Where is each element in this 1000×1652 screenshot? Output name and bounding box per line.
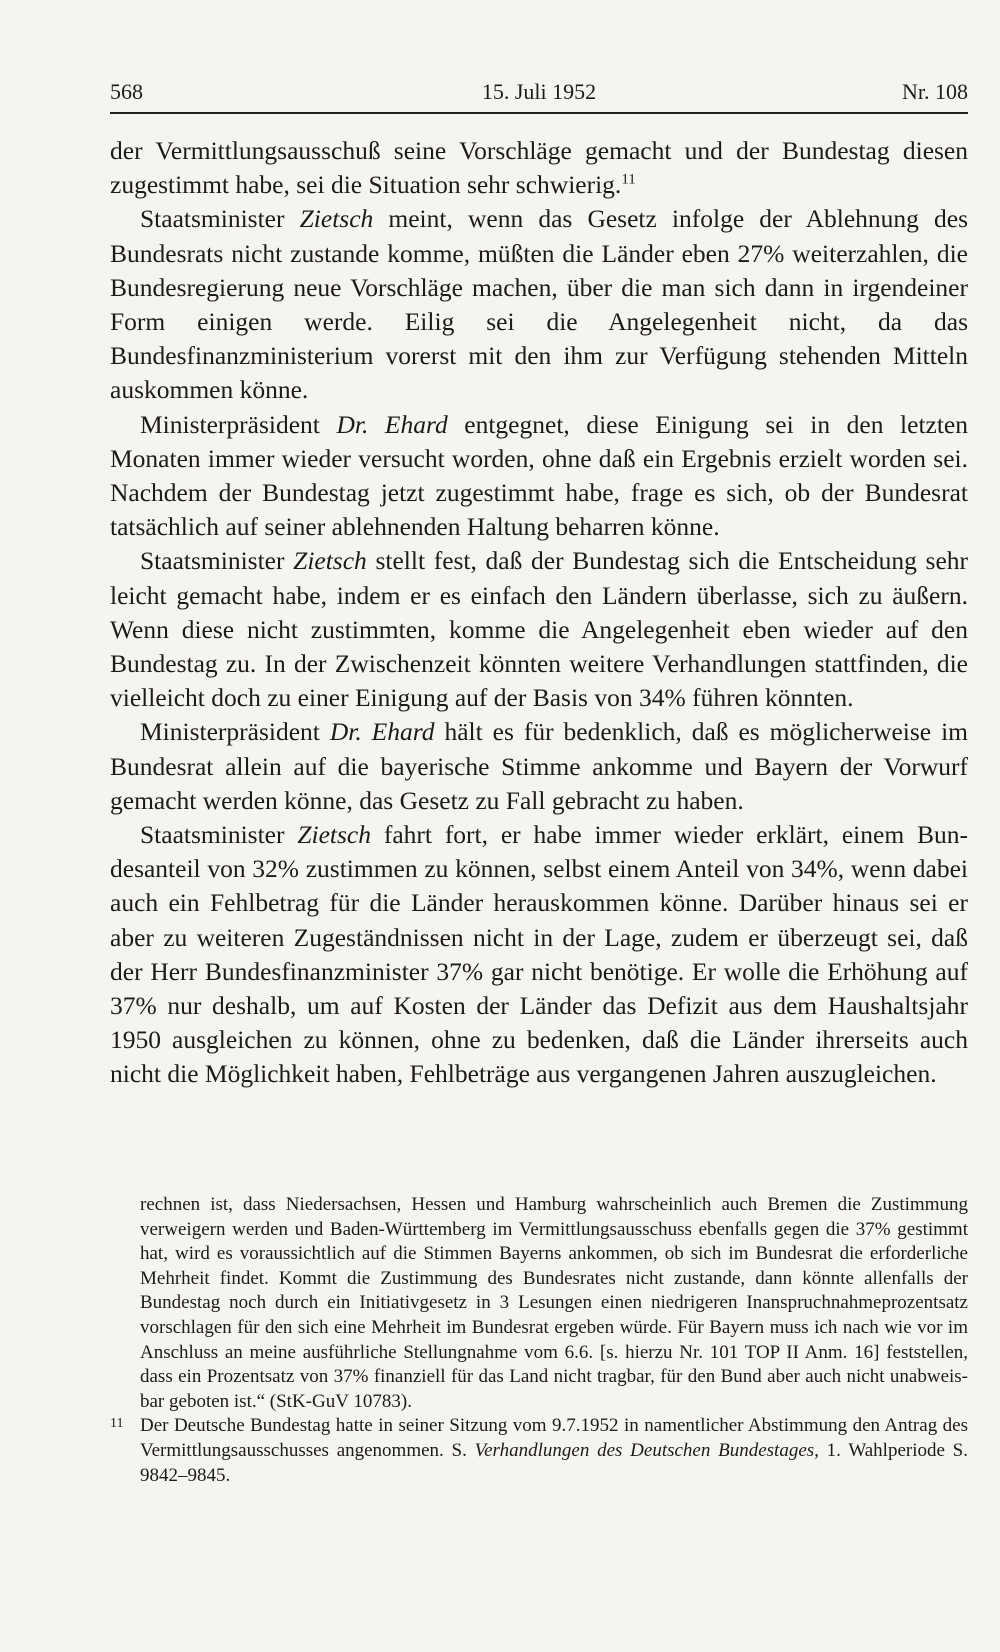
footnote-number: 11	[110, 1416, 124, 1432]
paragraph: Ministerpräsident Dr. Ehard entgegnet, diese Einigung sei in den letzten Monaten immer wieder versucht worden, ohne daß ein Ergebnis erzielt worden sei. Nachdem der Bundestag jetzt zugestimmt habe, frage es sich, ob der Bundesrat tatsächlich auf seiner ablehnenden Haltung beharren könne.	[110, 409, 968, 542]
running-header	[110, 76, 968, 108]
footnote-11: 11 Der Deutsche Bundestag hatte in seiner Sitzung vom 9.7.1952 in namentlicher Abstimmung den Antrag des Vermittlungsausschusses angenommen. S. Verhandlungen des Deutschen Bundestages, 1. Wahlperiode S. 9842–9845.	[110, 1414, 968, 1488]
page-number: 568	[110, 79, 143, 104]
footnote-reference: 11	[621, 171, 636, 188]
footnotes	[110, 1193, 968, 1488]
publication-title: Verhandlungen des Deutschen Bundestages,	[474, 1439, 819, 1461]
paragraph: Staatsminister Zietsch fahrt fort, er habe immer wieder erklärt, einem Bundesanteil von 32% zustimmen zu können, selbst einem Anteil von 34%, wenn dabei auch ein Fehlbetrag für die Länder herauskommen könne. Darüber hinaus sei er aber zu weiteren Zugeständnissen nicht in der Lage, zudem er überzeugt sei, daß der Herr Bundesfinanzminister 37% gar nicht benötige. Er wolle die Erhöhung auf 37% nur deshalb, um auf Kosten der Länder das Defizit aus dem Haushaltsjahr 1950 ausgleichen zu können, ohne zu bedenken, daß die Länder ihrerseits auch nicht die Möglichkeit haben, Fehlbeträge aus vergangenen Jahren auszugleichen.	[110, 820, 968, 1089]
main-text	[110, 134, 968, 1092]
speaker-name: Dr. Ehard	[329, 717, 435, 747]
speaker-name: Zietsch	[293, 546, 367, 576]
header-issue-number: Nr. 108	[902, 79, 968, 104]
paragraph: Staatsminister Zietsch meint, wenn das Gesetz infolge der Ablehnung des Bundesrats nicht zustande komme, müßten die Länder eben 27% weiterzahlen, die Bundesregierung neue Vorschläge machen, über die man sich dann in irgendeiner Form einigen werde. Eilig sei die Angelegenheit nicht, da das Bundesfinanzministerium vorerst mit den ihm zur Verfügung stehenden Mitteln auskommen könne.	[110, 204, 968, 405]
speaker-name: Zietsch	[299, 204, 374, 234]
footnote-continued: rechnen ist, dass Niedersachsen, Hessen und Hamburg wahrscheinlich auch Bremen die Zustimmung verweigern werden und Baden-Württemberg im Vermittlungsausschuss ebenfalls gegen die 37% gestimmt hat, wird es voraussichtlich auf die Stimmen Bayerns ankommen, ob sich im Bundesrat die erforderliche Mehrheit findet. Kommt die Zustimmung des Bundesrates nicht zustande, dann könnte allenfalls der Bundestag noch durch ein Initiativgesetz in 3 Lesungen einen niedrigeren Inanspruchnahmeprozentsatz vorschlagen für den sich eine Mehrheit im Bundesrat ergeben würde. Für Bayern muss ich nach wie vor im Anschluss an meine ausführliche Stellungnahme vom 6.6. [s. hierzu Nr. 101 TOP II Anm. 16] feststellen, dass ein Prozentsatz von 37% finanziell für das Land nicht tragbar, für den Bund aber auch nicht unabweisbar geboten ist.“ (StK-GuV 10783).	[140, 1194, 968, 1412]
speaker-name: Dr. Ehard	[336, 409, 448, 439]
paragraph-continued: der Vermittlungsausschuß seine Vorschläge gemacht und der Bundestag diesen zugestimmt habe, sei die Situation sehr schwierig.$^{11}$	[110, 136, 968, 200]
speaker-name: Zietsch	[297, 820, 371, 850]
header-date: 15. Juli 1952	[481, 79, 597, 104]
header-rule	[110, 112, 968, 114]
paragraph: Staatsminister Zietsch stellt fest, daß der Bundestag sich die Entscheidung sehr leicht gemacht habe, indem er es einfach den Ländern überlasse, sich zu äußern. Wenn diese nicht zustimmten, komme die Angelegenheit eben wieder auf den Bundestag zu. In der Zwischenzeit könnten weitere Verhandlungen stattfinden, die vielleicht doch zu einer Einigung auf der Basis von 34% führen könnten.	[110, 546, 968, 713]
document-page	[110, 0, 968, 1652]
paragraph: Ministerpräsident Dr. Ehard hält es für bedenklich, daß es möglicherweise im Bundesrat allein auf die bayerische Stimme ankomme und Bayern der Vorwurf gemacht werden könne, das Gesetz zu Fall gebracht zu haben.	[110, 717, 968, 815]
